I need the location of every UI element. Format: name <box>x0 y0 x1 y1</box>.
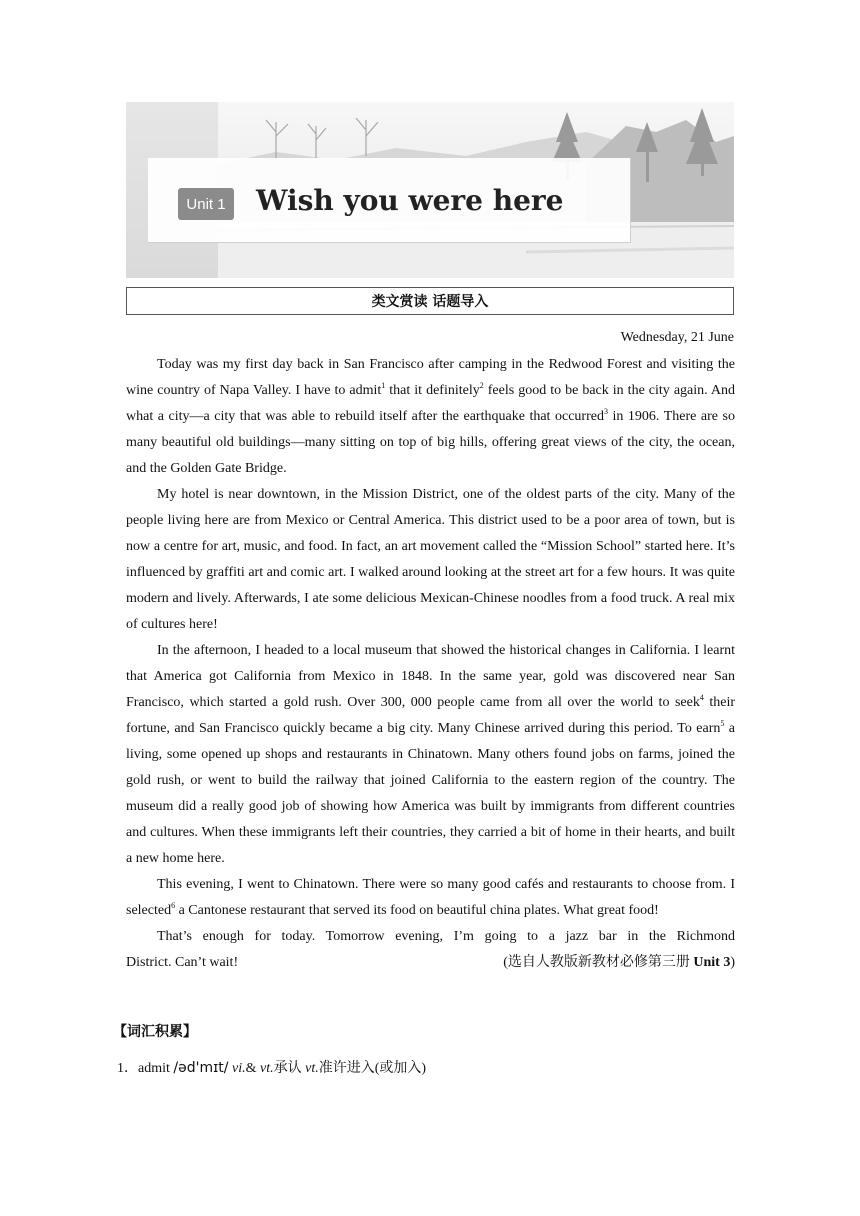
article-body <box>126 352 735 976</box>
p3-text-c: a living, some opened up shops and restaurants in Chinatown. Many others found jobs on farms, joined the gold rush, or went to build the railway that joined California to the eastern region of the country. The museum did a really good job of showing how America was built by immigrants from different countries and cultures. When these immigrants left their countries, they carried a bit of home in their hearts, and built a new home here. <box>126 721 735 866</box>
source-unit: Unit 3 <box>693 955 731 970</box>
vocab-amp: & <box>245 1061 257 1076</box>
paragraph-4 <box>126 872 735 924</box>
paragraph-3 <box>126 638 735 872</box>
paragraph-5-last-line <box>126 950 735 976</box>
unit-title: Wish you were here <box>256 184 564 217</box>
vocab-word: admit <box>138 1061 170 1076</box>
paragraph-2: My hotel is near downtown, in the Mission District, one of the oldest parts of the city. Many of the people living here are from Mexico or Central America. This district used to be a poor area of town, but is now a centre for art, music, and food. In fact, an art movement called the “Mission School” started here. It’s influenced by graffiti art and comic art. I walked around looking at the street art for a few hours. It was quite modern and lively. Afterwards, I ate some delicious Mexican-Chinese noodles from a food truck. A real mix of cultures here! <box>126 487 735 632</box>
source-citation <box>503 950 735 976</box>
footnote-4: 4 <box>699 693 704 702</box>
vocab-meaning-2: 准许进入(或加入) <box>318 1061 427 1076</box>
diary-date: Wednesday, 21 June <box>620 330 734 345</box>
vocab-item-1 <box>117 1057 426 1077</box>
vocab-pos-1: vi. <box>232 1061 246 1076</box>
section-header: 类文赏读 话题导入 <box>126 287 734 315</box>
p3-text-b: their fortune, and San Francisco quickly became a big city. Many Chinese arrived during this period. To earn <box>126 695 736 736</box>
vocab-pos-3: vt. <box>305 1061 319 1076</box>
p3-text-a: In the afternoon, I headed to a local museum that showed the historical changes in California. I learnt that America got California from Mexico in 1848. In the same year, gold was discovered near San Francisco, which started a gold rush. Over 300, 000 people came from all over the world to seek <box>126 643 735 710</box>
footnote-1: 1 <box>381 381 386 390</box>
footnote-3: 3 <box>603 407 608 416</box>
p1-text-d: in 1906. There are so many beautiful old buildings—many sitting on top of big hills, offering great views of the city, the ocean, and the Golden Gate Bridge. <box>126 409 735 476</box>
vocab-phonetic: /əd'mɪt/ <box>173 1060 229 1076</box>
vocab-meaning-1: 承认 <box>273 1061 302 1076</box>
footnote-2: 2 <box>479 381 484 390</box>
footnote-6: 6 <box>171 901 176 910</box>
vocab-num: 1． <box>117 1061 138 1076</box>
paragraph-5: That’s enough for today. Tomorrow evening, I’m going to a jazz bar in the Richmond <box>157 929 735 944</box>
vocab-heading: 【词汇积累】 <box>113 1024 197 1040</box>
unit-banner <box>126 102 734 278</box>
p1-text-c: feels good to be back in the city again. And what a city—a city that was able to rebuild itself after the earthquake that occurred <box>126 383 735 424</box>
unit-badge: Unit 1 <box>178 188 234 220</box>
p4-text-b: a Cantonese restaurant that served its food on beautiful china plates. What great food! <box>175 903 659 918</box>
paragraph-1 <box>126 352 735 482</box>
banner-title-panel <box>148 158 631 243</box>
p5-line2: District. Can’t wait! <box>126 955 239 970</box>
p1-text-b: that it definitely <box>385 383 480 398</box>
source-close: ) <box>730 955 735 970</box>
p1-text-a: Today was my first day back in San Francisco after camping in the Redwood Forest and visiting the wine country of Napa Valley. I have to admit <box>126 357 735 398</box>
source-text: (选自人教版新教材必修第三册 <box>503 955 694 970</box>
p4-text-a: This evening, I went to Chinatown. There were so many good cafés and restaurants to choose from. I selected <box>126 877 735 918</box>
footnote-5: 5 <box>720 719 725 728</box>
vocab-pos-2: vt. <box>260 1061 274 1076</box>
